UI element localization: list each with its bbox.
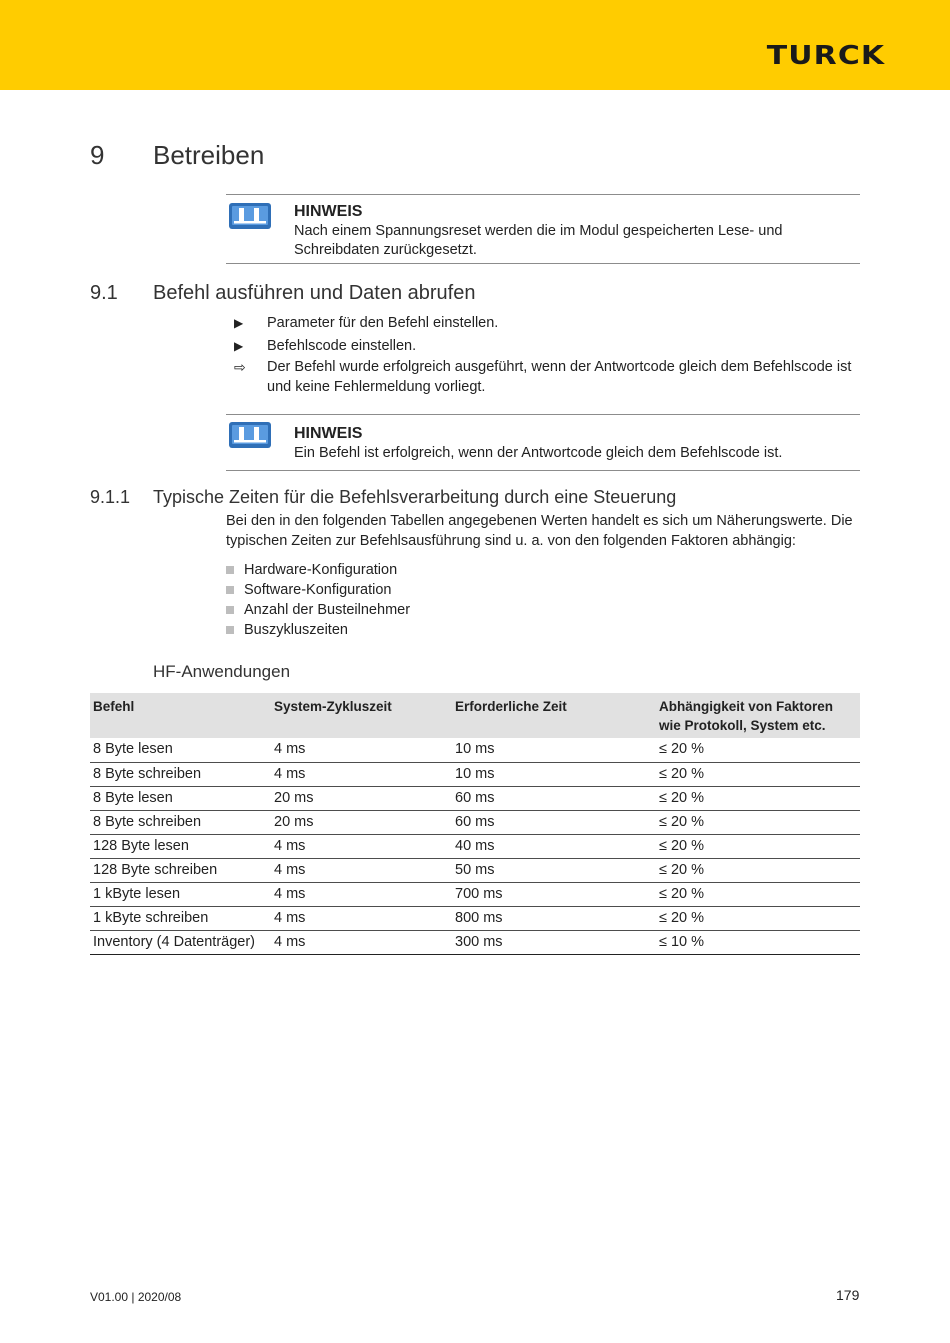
table-cell: 10 ms — [452, 738, 656, 762]
step-text: Parameter für den Befehl einstellen. — [267, 315, 499, 331]
svg-text:TURCK: TURCK — [766, 40, 886, 70]
table-cell: 4 ms — [271, 834, 452, 858]
table-cell: ≤ 20 % — [656, 786, 860, 810]
result-text: Der Befehl wurde erfolgreich ausgeführt, wenn der Antwortcode gleich dem Befehlscode ist und keine Fehlermeldung vorliegt. — [267, 359, 852, 395]
section-title: Befehl ausführen und Daten abrufen — [153, 282, 476, 304]
note-box — [226, 414, 860, 471]
table-cell: 4 ms — [271, 930, 452, 954]
table-cell: 8 Byte schreiben — [90, 810, 271, 834]
note-body: Nach einem Spannungsreset werden die im Modul gespeicherten Lese- und Schreibdaten zurückgesetzt. — [294, 223, 783, 258]
table-cell: ≤ 20 % — [656, 906, 860, 930]
table-cell: 300 ms — [452, 930, 656, 954]
section-number: 9.1 — [90, 282, 118, 304]
chapter-title: Betreiben — [153, 140, 265, 170]
table-cell: 800 ms — [452, 906, 656, 930]
table-cell: ≤ 10 % — [656, 930, 860, 954]
subsection-number: 9.1.1 — [90, 487, 131, 507]
table-cell: 40 ms — [452, 834, 656, 858]
footer-version: V01.00 | 2020/08 — [90, 1290, 182, 1304]
note-title: HINWEIS — [294, 425, 363, 442]
table-row — [90, 810, 860, 834]
table-cell: 4 ms — [271, 882, 452, 906]
table-cell: 4 ms — [271, 858, 452, 882]
table-cell: ≤ 20 % — [656, 858, 860, 882]
timing-table — [90, 693, 860, 955]
result-arrow-icon: ⇨ — [234, 359, 246, 375]
table-cell: 4 ms — [271, 906, 452, 930]
table-cell: 1 kByte lesen — [90, 882, 271, 906]
note-box — [226, 194, 860, 264]
table-cell: 4 ms — [271, 762, 452, 786]
table-row — [90, 858, 860, 882]
table-cell: ≤ 20 % — [656, 738, 860, 762]
table-cell: 8 Byte lesen — [90, 738, 271, 762]
table-row — [90, 762, 860, 786]
header-band — [0, 0, 950, 90]
table-row — [90, 906, 860, 930]
table-title: HF-Anwendungen — [153, 662, 291, 681]
table-cell: 128 Byte lesen — [90, 834, 271, 858]
table-cell: 8 Byte lesen — [90, 786, 271, 810]
turck-logo — [738, 40, 914, 70]
table-cell: 128 Byte schreiben — [90, 858, 271, 882]
square-bullet-icon — [226, 626, 234, 634]
column-header: Erforderliche Zeit — [452, 693, 656, 738]
table-cell: ≤ 20 % — [656, 834, 860, 858]
step-text: Befehlscode einstellen. — [267, 338, 417, 354]
table-header-row — [90, 693, 860, 738]
intro-paragraph: Bei den in den folgenden Tabellen angegebenen Werten handelt es sich um Näherungswerte. Die typischen Zeiten zur Befehlsausführung sind u. a. von den folgenden Faktoren abhängig: — [226, 513, 853, 549]
note-body: Ein Befehl ist erfolgreich, wenn der Antwortcode gleich dem Befehlscode ist. — [294, 445, 783, 461]
table-cell: 60 ms — [452, 786, 656, 810]
table-row — [90, 882, 860, 906]
table-row — [90, 834, 860, 858]
table-cell: 4 ms — [271, 738, 452, 762]
table-cell: ≤ 20 % — [656, 762, 860, 786]
table-cell: ≤ 20 % — [656, 882, 860, 906]
page-number: 179 — [836, 1287, 860, 1303]
chapter-number: 9 — [90, 140, 105, 170]
square-bullet-icon — [226, 606, 234, 614]
table-row — [90, 930, 860, 954]
column-header: System-Zykluszeit — [271, 693, 452, 738]
table-cell: 60 ms — [452, 810, 656, 834]
info-book-icon — [229, 203, 271, 229]
table-cell: 20 ms — [271, 810, 452, 834]
info-book-icon — [229, 422, 271, 448]
square-bullet-icon — [226, 586, 234, 594]
table-cell: 700 ms — [452, 882, 656, 906]
table-cell: Inventory (4 Datenträger) — [90, 930, 271, 954]
subsection-title: Typische Zeiten für die Befehlsverarbeitung durch eine Steuerung — [153, 487, 677, 507]
triangle-bullet-icon: ▶ — [234, 339, 244, 353]
table-row — [90, 738, 860, 762]
table-cell: 50 ms — [452, 858, 656, 882]
table-cell: 10 ms — [452, 762, 656, 786]
column-header: Abhängigkeit von Faktoren wie Protokoll, System etc. — [656, 693, 860, 738]
table-cell: ≤ 20 % — [656, 810, 860, 834]
table-cell: 20 ms — [271, 786, 452, 810]
table-row — [90, 786, 860, 810]
table-cell: 1 kByte schreiben — [90, 906, 271, 930]
square-bullet-icon — [226, 566, 234, 574]
column-header: Befehl — [90, 693, 271, 738]
table-cell: 8 Byte schreiben — [90, 762, 271, 786]
triangle-bullet-icon: ▶ — [234, 316, 244, 330]
note-title: HINWEIS — [294, 203, 363, 220]
